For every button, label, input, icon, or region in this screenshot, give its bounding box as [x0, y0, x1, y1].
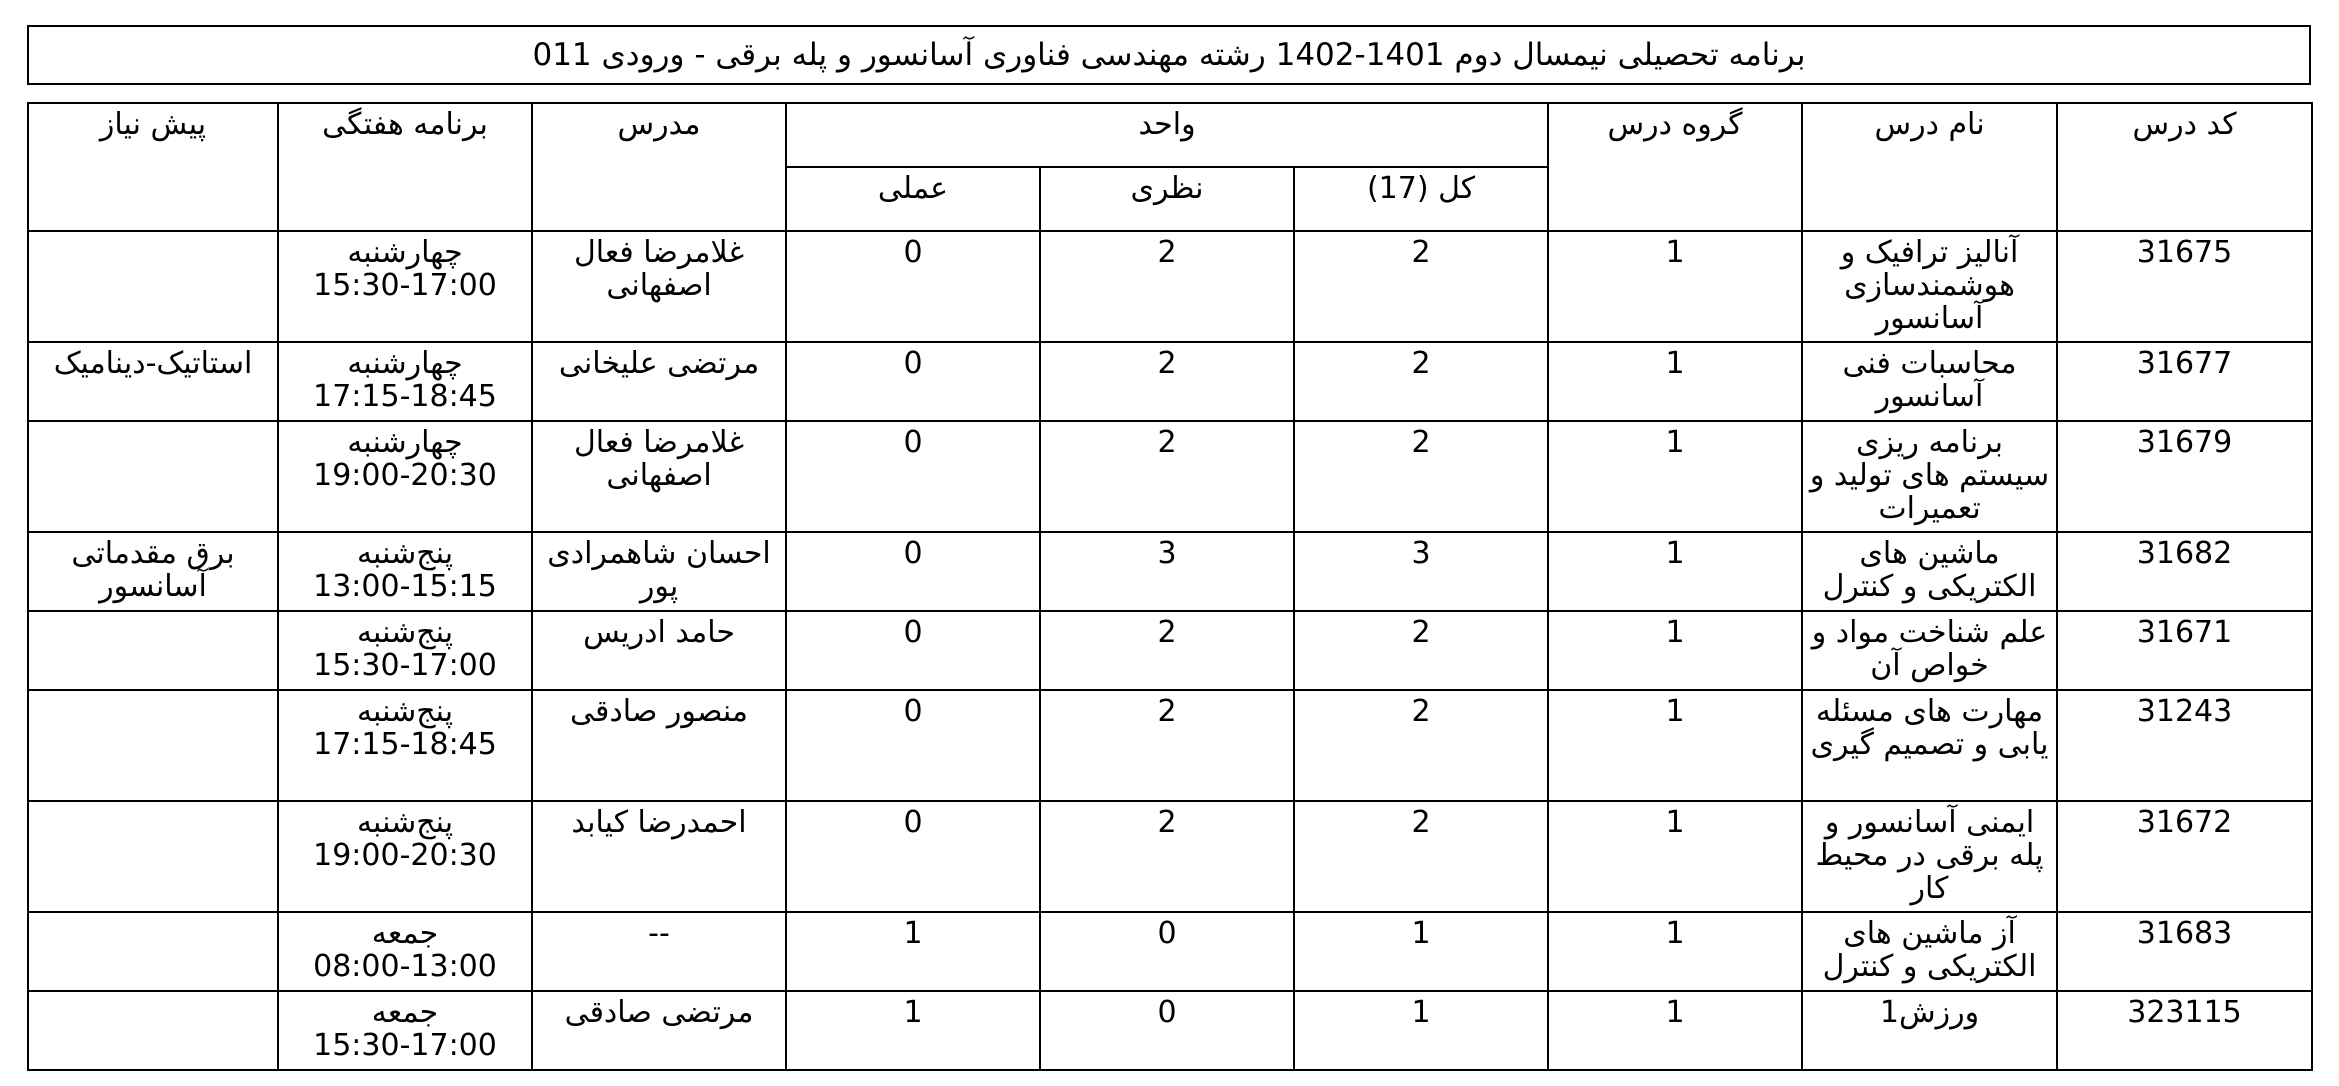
- schedule-table: [27, 102, 2313, 1071]
- course-group-cell: 1: [1548, 231, 1802, 342]
- course-code-cell: 323115: [2057, 991, 2312, 1070]
- instructor-cell: مرتضی صادقی: [532, 991, 786, 1070]
- weekly-schedule-cell: [278, 690, 532, 801]
- prerequisite-cell: [28, 801, 278, 912]
- course-code-cell: 31675: [2057, 231, 2312, 342]
- schedule-day: پنج‌شنبه: [356, 536, 454, 571]
- units-theory-cell: 2: [1040, 611, 1294, 690]
- table-row: [28, 342, 2312, 421]
- prerequisite-cell: استاتیک-دینامیک: [28, 342, 278, 421]
- course-code-cell: 31672: [2057, 801, 2312, 912]
- course-group-cell: 1: [1548, 912, 1802, 991]
- course-group-cell: 1: [1548, 532, 1802, 611]
- units-practical-cell: 0: [786, 231, 1040, 342]
- weekly-schedule-cell: [278, 801, 532, 912]
- weekly-schedule-cell: [278, 991, 532, 1070]
- header-instructor: مدرس: [532, 103, 786, 231]
- header-course-group: گروه درس: [1548, 103, 1802, 231]
- instructor-cell: غلامرضا فعال اصفهانی: [532, 231, 786, 342]
- units-practical-cell: 0: [786, 532, 1040, 611]
- course-group-cell: 1: [1548, 801, 1802, 912]
- units-theory-cell: 0: [1040, 991, 1294, 1070]
- units-total-cell: 2: [1294, 421, 1548, 532]
- page-title: برنامه تحصیلی نیمسال دوم 1401-1402 رشته مهندسی فناوری آسانسور و پله برقی - ورودی 011: [27, 25, 2311, 85]
- weekly-schedule-cell: [278, 611, 532, 690]
- prerequisite-cell: [28, 611, 278, 690]
- schedule-day: چهارشنبه: [347, 235, 463, 270]
- course-name-cell: آز ماشین های الکتریکی و کنترل: [1802, 912, 2057, 991]
- table-row: [28, 912, 2312, 991]
- schedule-time: 19:00-20:30: [313, 838, 497, 873]
- units-total-cell: 2: [1294, 801, 1548, 912]
- instructor-cell: غلامرضا فعال اصفهانی: [532, 421, 786, 532]
- instructor-cell: احسان شاهمرادی پور: [532, 532, 786, 611]
- units-practical-cell: 0: [786, 801, 1040, 912]
- header-units-total: کل (17): [1294, 167, 1548, 231]
- instructor-cell: منصور صادقی: [532, 690, 786, 801]
- prerequisite-cell: برق مقدماتی آسانسور: [28, 532, 278, 611]
- header-weekly-schedule: برنامه هفتگی: [278, 103, 532, 231]
- schedule-time: 13:00-15:15: [313, 569, 497, 604]
- course-code-cell: 31671: [2057, 611, 2312, 690]
- course-name-cell: ماشین های الکتریکی و کنترل: [1802, 532, 2057, 611]
- schedule-time: 15:30-17:00: [313, 268, 497, 303]
- header-course-name: نام درس: [1802, 103, 2057, 231]
- course-name-cell: محاسبات فنی آسانسور: [1802, 342, 2057, 421]
- course-code-cell: 31682: [2057, 532, 2312, 611]
- table-row: [28, 801, 2312, 912]
- schedule-day: پنج‌شنبه: [356, 805, 454, 840]
- prerequisite-cell: [28, 231, 278, 342]
- units-theory-cell: 2: [1040, 342, 1294, 421]
- schedule-day: پنج‌شنبه: [356, 615, 454, 650]
- schedule-day: چهارشنبه: [347, 346, 463, 381]
- weekly-schedule-cell: [278, 532, 532, 611]
- units-total-cell: 3: [1294, 532, 1548, 611]
- schedule-time: 15:30-17:00: [313, 1028, 497, 1063]
- schedule-time: 17:15-18:45: [313, 727, 497, 762]
- table-row: [28, 991, 2312, 1070]
- schedule-time: 19:00-20:30: [313, 458, 497, 493]
- header-units-practical: عملی: [786, 167, 1040, 231]
- course-code-cell: 31243: [2057, 690, 2312, 801]
- course-code-cell: 31677: [2057, 342, 2312, 421]
- course-group-cell: 1: [1548, 991, 1802, 1070]
- units-practical-cell: 0: [786, 690, 1040, 801]
- schedule-day: چهارشنبه: [347, 425, 463, 460]
- schedule-time: 17:15-18:45: [313, 379, 497, 414]
- header-units: واحد: [786, 103, 1548, 167]
- course-name-cell: برنامه ریزی سیستم های تولید و تعمیرات: [1802, 421, 2057, 532]
- header-prerequisite: پیش نیاز: [28, 103, 278, 231]
- course-name-cell: علم شناخت مواد و خواص آن: [1802, 611, 2057, 690]
- schedule-day: پنج‌شنبه: [356, 694, 454, 729]
- weekly-schedule-cell: [278, 421, 532, 532]
- units-theory-cell: 2: [1040, 690, 1294, 801]
- units-theory-cell: 3: [1040, 532, 1294, 611]
- units-practical-cell: 1: [786, 912, 1040, 991]
- course-group-cell: 1: [1548, 342, 1802, 421]
- table-row: [28, 690, 2312, 801]
- units-practical-cell: 0: [786, 342, 1040, 421]
- schedule-time: 15:30-17:00: [313, 648, 497, 683]
- units-total-cell: 2: [1294, 611, 1548, 690]
- prerequisite-cell: [28, 912, 278, 991]
- schedule-rows: [28, 231, 2312, 1070]
- units-total-cell: 2: [1294, 342, 1548, 421]
- table-row: [28, 611, 2312, 690]
- course-name-cell: ورزش1: [1802, 991, 2057, 1070]
- schedule-time: 08:00-13:00: [313, 949, 497, 984]
- course-group-cell: 1: [1548, 611, 1802, 690]
- schedule-day: جمعه: [371, 995, 439, 1030]
- header-course-code: کد درس: [2057, 103, 2312, 231]
- units-total-cell: 2: [1294, 231, 1548, 342]
- units-practical-cell: 1: [786, 991, 1040, 1070]
- units-practical-cell: 0: [786, 421, 1040, 532]
- units-total-cell: 1: [1294, 991, 1548, 1070]
- weekly-schedule-cell: [278, 231, 532, 342]
- units-total-cell: 1: [1294, 912, 1548, 991]
- header-units-theory: نظری: [1040, 167, 1294, 231]
- schedule-day: جمعه: [371, 916, 439, 951]
- course-name-cell: آنالیز ترافیک و هوشمندسازی آسانسور: [1802, 231, 2057, 342]
- course-name-cell: ایمنی آسانسور و پله برقی در محیط کار: [1802, 801, 2057, 912]
- instructor-cell: مرتضی علیخانی: [532, 342, 786, 421]
- units-theory-cell: 2: [1040, 801, 1294, 912]
- weekly-schedule-cell: [278, 912, 532, 991]
- course-group-cell: 1: [1548, 690, 1802, 801]
- course-code-cell: 31683: [2057, 912, 2312, 991]
- units-total-cell: 2: [1294, 690, 1548, 801]
- course-code-cell: 31679: [2057, 421, 2312, 532]
- table-row: [28, 532, 2312, 611]
- table-row: [28, 421, 2312, 532]
- units-practical-cell: 0: [786, 611, 1040, 690]
- weekly-schedule-cell: [278, 342, 532, 421]
- units-theory-cell: 2: [1040, 231, 1294, 342]
- prerequisite-cell: [28, 991, 278, 1070]
- course-name-cell: مهارت های مسئله یابی و تصمیم گیری: [1802, 690, 2057, 801]
- instructor-cell: احمدرضا کیابد: [532, 801, 786, 912]
- instructor-cell: حامد ادریس: [532, 611, 786, 690]
- course-group-cell: 1: [1548, 421, 1802, 532]
- prerequisite-cell: [28, 690, 278, 801]
- prerequisite-cell: [28, 421, 278, 532]
- instructor-cell: --: [532, 912, 786, 991]
- table-row: [28, 231, 2312, 342]
- units-theory-cell: 0: [1040, 912, 1294, 991]
- units-theory-cell: 2: [1040, 421, 1294, 532]
